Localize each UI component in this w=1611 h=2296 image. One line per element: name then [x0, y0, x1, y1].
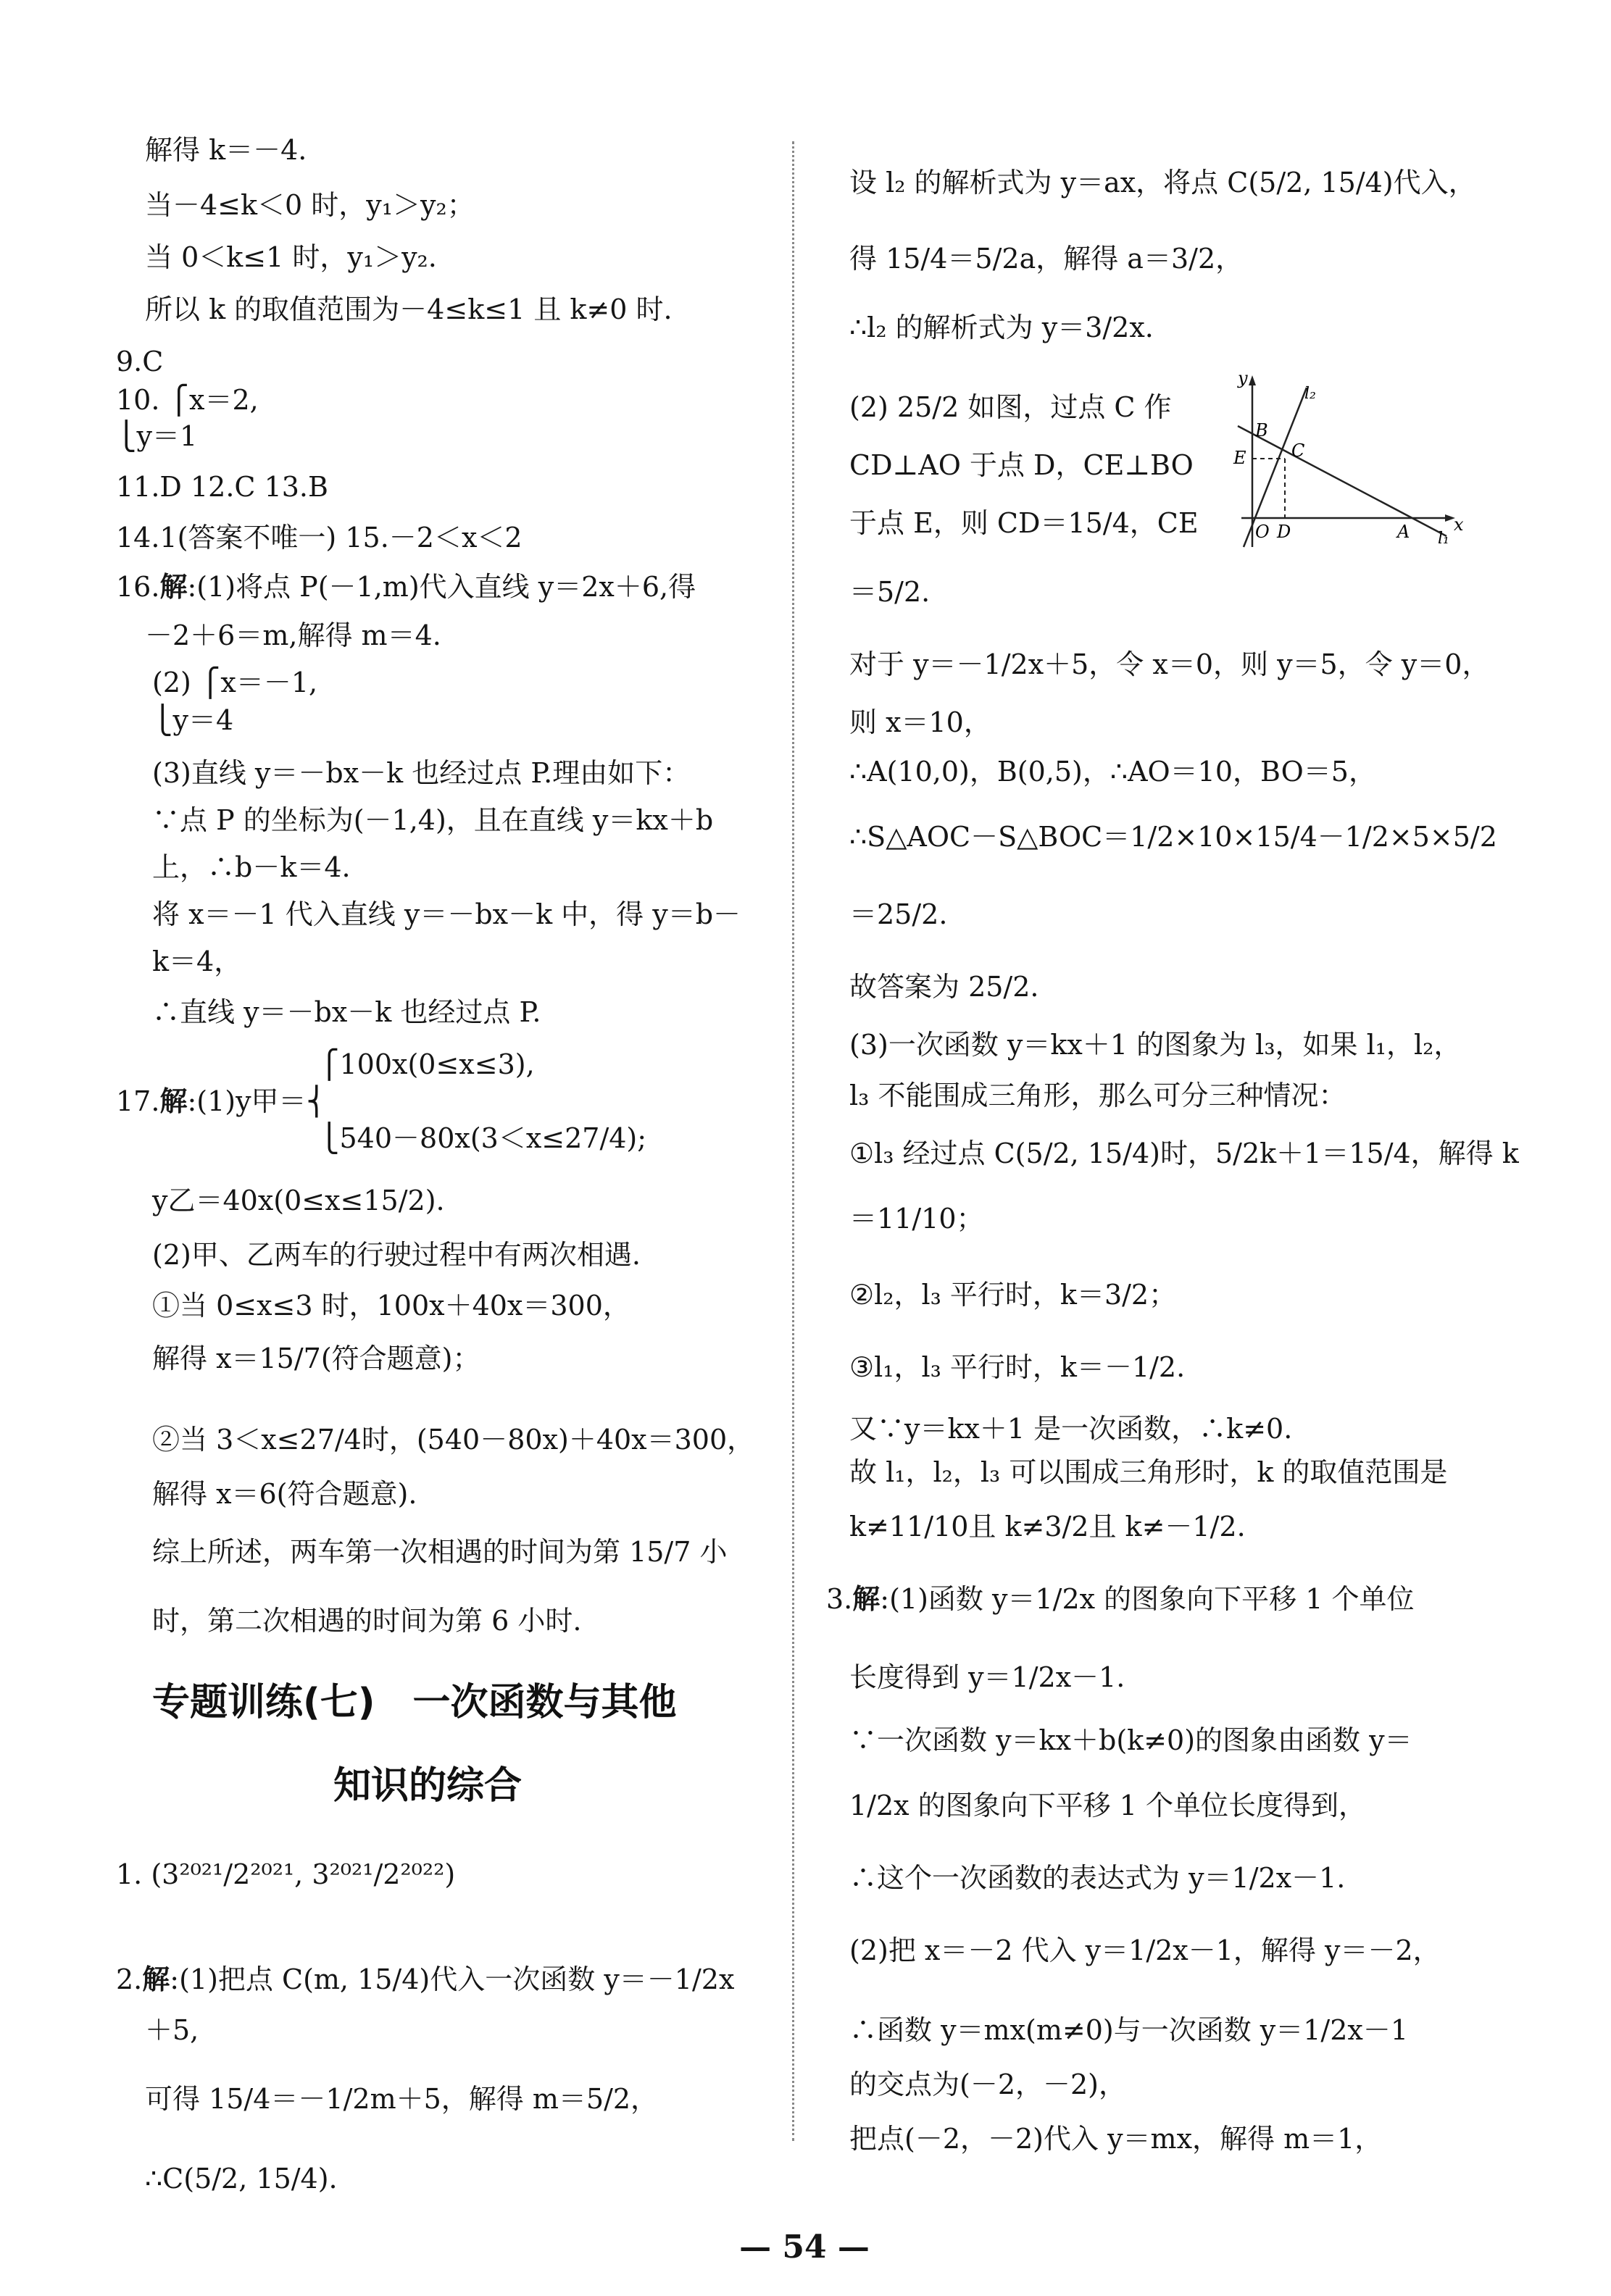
- text-line: ⎩y＝4: [152, 704, 234, 736]
- l2-label: l₂: [1304, 385, 1316, 403]
- text-line: ∵一次函数 y＝kx＋b(k≠0)的图象由函数 y＝: [849, 1724, 1412, 1756]
- text-line: 的交点为(－2，－2)，: [849, 2069, 1127, 2100]
- text-line: :(1)将点 P(－1,m)代入直线 y＝2x＋6,得: [187, 571, 696, 603]
- text-line: (2)把 x＝－2 代入 y＝1/2x－1，解得 y＝－2，: [849, 1934, 1441, 1966]
- question-number: 17.: [116, 1085, 160, 1117]
- answer-3: [826, 1583, 1414, 1615]
- text-line: ①当 0≤x≤3 时，100x＋40x＝300，: [152, 1290, 630, 1322]
- text-line: 上，∴b－k＝4.: [152, 851, 351, 883]
- text-line: 当－4≤k＜0 时，y₁＞y₂；: [145, 189, 475, 221]
- text-line: ∴A(10,0)，B(0,5)，∴AO＝10，BO＝5，: [849, 756, 1376, 788]
- y-axis-label: y: [1238, 370, 1248, 388]
- text-line: ∵点 P 的坐标为(－1,4)，且在直线 y＝kx＋b: [152, 804, 714, 836]
- text-line: ∴直线 y＝－bx－k 也经过点 P.: [152, 996, 541, 1028]
- solve-label: 解: [142, 1963, 170, 1995]
- text-line: 又∵y＝kx＋1 是一次函数，∴k≠0.: [849, 1413, 1293, 1445]
- x-axis-label: x: [1454, 514, 1464, 535]
- text-line: 于点 E，则 CD＝15/4，CE: [849, 507, 1199, 539]
- text-line: (3)一次函数 y＝kx＋1 的图象为 l₃，如果 l₁，l₂，: [849, 1029, 1462, 1061]
- text-line: ＝25/2.: [849, 898, 948, 930]
- answer-16: [116, 571, 696, 603]
- text-line: －2＋6＝m,解得 m＝4.: [145, 619, 441, 651]
- answer-17: [116, 1085, 327, 1117]
- point-E-label: E: [1233, 448, 1246, 468]
- text-line: 综上所述，两车第一次相遇的时间为第 15/7 小: [152, 1536, 728, 1568]
- point-A-label: A: [1397, 522, 1410, 542]
- y-axis-arrow: [1249, 375, 1256, 385]
- text-line: 设 l₂ 的解析式为 y＝ax，将点 C(5/2, 15/4)代入，: [849, 167, 1476, 199]
- text-line: 则 x＝10，: [849, 706, 991, 738]
- text-line: 故 l₁，l₂，l₃ 可以围成三角形时，k 的取值范围是: [849, 1456, 1448, 1488]
- text-line: (3)直线 y＝－bx－k 也经过点 P.理由如下：: [152, 757, 691, 789]
- point-B-label: B: [1255, 420, 1268, 441]
- point-D-label: D: [1277, 522, 1291, 542]
- text-line: l₃ 不能围成三角形，那么可分三种情况：: [849, 1080, 1346, 1111]
- text-line: (2)甲、乙两车的行驶过程中有两次相遇.: [152, 1239, 641, 1271]
- page-number: — 54 —: [739, 2229, 870, 2266]
- text-line: :(1)函数 y＝1/2x 的图象向下平移 1 个单位: [880, 1583, 1415, 1615]
- text-line: ∴S△AOC－S△BOC＝1/2×10×15/4－1/2×5×5/2: [849, 821, 1497, 853]
- text-line: ∴这个一次函数的表达式为 y＝1/2x－1.: [849, 1862, 1346, 1894]
- text-line: :(1)y甲＝⎨: [187, 1085, 328, 1117]
- text-line: ③l₁，l₃ 平行时，k＝－1/2.: [849, 1351, 1186, 1383]
- answer-9: 9.C: [116, 346, 164, 377]
- question-number: 16.: [116, 571, 160, 603]
- answers-14-15: 14.1(答案不唯一) 15.－2＜x＜2: [116, 522, 523, 554]
- text-line: ⎩540－80x(3＜x≤27/4);: [319, 1122, 647, 1154]
- answer-10-line2: ⎩y＝1: [116, 420, 198, 452]
- text-line: 长度得到 y＝1/2x－1.: [849, 1661, 1125, 1693]
- text-line: 得 15/4＝5/2a，解得 a＝3/2，: [849, 243, 1244, 275]
- text-line: k≠11/10且 k≠3/2且 k≠－1/2.: [849, 1511, 1246, 1543]
- l1-label: l₁: [1438, 530, 1449, 548]
- function-graph-figure: [1223, 370, 1470, 551]
- question-number: 2.: [116, 1963, 143, 1995]
- text-line: 当 0＜k≤1 时，y₁＞y₂.: [145, 241, 437, 273]
- text-line: k＝4，: [152, 945, 242, 977]
- text-line: 对于 y＝－1/2x＋5，令 x＝0，则 y＝5，令 y＝0，: [849, 648, 1490, 680]
- question-number: 3.: [826, 1583, 853, 1615]
- text-line: ＝11/10；: [849, 1203, 984, 1235]
- solve-label: 解: [159, 1085, 188, 1117]
- text-line: CD⊥AO 于点 D，CE⊥BO: [849, 449, 1194, 481]
- text-line: 将 x＝－1 代入直线 y＝－bx－k 中，得 y＝b－: [152, 898, 741, 930]
- answers-11-13: 11.D 12.C 13.B: [116, 471, 328, 503]
- text-line: ∴C(5/2, 15/4).: [145, 2163, 338, 2195]
- text-line: 把点(－2，－2)代入 y＝mx，解得 m＝1，: [849, 2123, 1383, 2155]
- text-line: 1/2x 的图象向下平移 1 个单位长度得到，: [849, 1790, 1367, 1821]
- text-line: 时，第二次相遇的时间为第 6 小时.: [152, 1605, 582, 1637]
- section-heading-line2: 知识的综合: [333, 1764, 523, 1808]
- text-line: 解得 x＝15/7(符合题意)；: [152, 1343, 480, 1374]
- solve-label: 解: [852, 1582, 881, 1615]
- text-line: (2) ⎧x＝－1,: [152, 667, 318, 698]
- text-line: 解得 x＝6(符合题意).: [152, 1478, 417, 1510]
- text-line: :(1)把点 C(m, 15/4)代入一次函数 y＝－1/2x: [170, 1963, 735, 1995]
- text-line: ②l₂，l₃ 平行时，k＝3/2；: [849, 1279, 1177, 1311]
- text-line: ＋5,: [145, 2014, 199, 2046]
- text-line: 所以 k 的取值范围为－4≤k≤1 且 k≠0 时.: [145, 293, 673, 325]
- text-line: 解得 k＝－4.: [145, 134, 307, 166]
- solve-label: 解: [159, 570, 188, 603]
- section-heading-line1: 专题训练(七) 一次函数与其他: [152, 1681, 677, 1724]
- origin-O-label: O: [1255, 522, 1270, 542]
- text-line: 故答案为 25/2.: [849, 971, 1039, 1003]
- text-line: ②当 3＜x≤27/4时，(540－80x)＋40x＝300，: [152, 1424, 755, 1456]
- text-line: y乙＝40x(0≤x≤15/2).: [152, 1185, 445, 1216]
- text-line: ①l₃ 经过点 C(5/2, 15/4)时，5/2k＋1＝15/4，解得 k: [849, 1137, 1519, 1169]
- text-line: ⎧100x(0≤x≤3),: [319, 1048, 535, 1080]
- point-C-label: C: [1291, 441, 1305, 461]
- text-line: ∴l₂ 的解析式为 y＝3/2x.: [849, 312, 1154, 343]
- text-line: ∴函数 y＝mx(m≠0)与一次函数 y＝1/2x－1: [849, 2014, 1409, 2046]
- text-line: (2) 25/2 如图，过点 C 作: [849, 391, 1172, 423]
- column-divider: [792, 141, 794, 2141]
- text-line: 可得 15/4＝－1/2m＋5，解得 m＝5/2，: [145, 2083, 659, 2115]
- answer-10-line1: 10. ⎧x＝2,: [116, 384, 259, 416]
- text-line: ＝5/2.: [849, 576, 931, 608]
- answer-2: [116, 1963, 734, 1995]
- answer-1: 1. (3²⁰²¹/2²⁰²¹, 3²⁰²¹/2²⁰²²): [116, 1858, 456, 1890]
